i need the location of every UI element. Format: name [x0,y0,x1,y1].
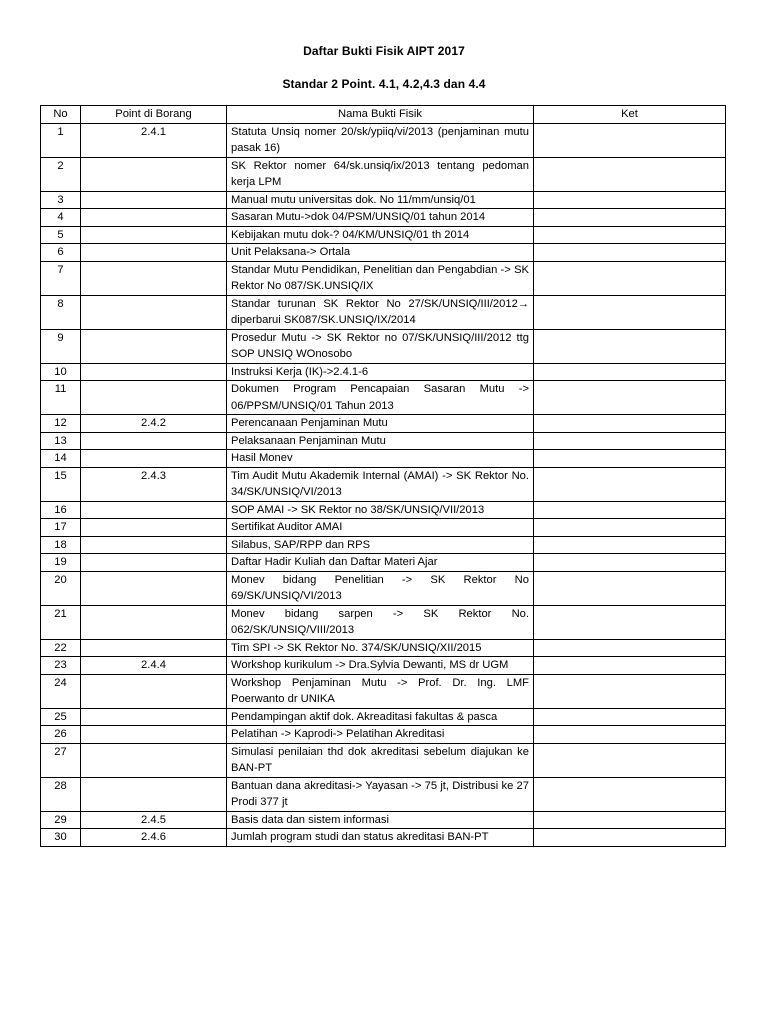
table-row [41,674,726,708]
ket-cell [534,363,726,381]
table-row [41,450,726,468]
table-row [41,123,726,157]
point-di-borang-cell [81,450,227,468]
header-row [41,106,726,124]
table-row [41,811,726,829]
ket-cell [534,157,726,191]
point-di-borang-cell: 2.4.3 [81,467,227,501]
nama-bukti-fisik-cell: Monev bidang Penelitian -> SK Rektor No 69/SK/UNSIQ/VI/2013 [227,571,534,605]
point-di-borang-cell: 2.4.1 [81,123,227,157]
ket-cell [534,467,726,501]
ket-cell [534,123,726,157]
row-number: 4 [41,209,81,227]
table-row [41,226,726,244]
ket-cell [534,191,726,209]
row-number: 9 [41,329,81,363]
point-di-borang-cell [81,432,227,450]
nama-bukti-fisik-cell: Instruksi Kerja (IK)->2.4.1-6 [227,363,534,381]
nama-bukti-fisik-cell: Standar turunan SK Rektor No 27/SK/UNSIQ/III/2012→ diperbarui SK087/SK.UNSIQ/IX/2014 [227,295,534,329]
ket-cell [534,777,726,811]
nama-bukti-fisik-cell: Pelatihan -> Kaprodi-> Pelatihan Akreditasi [227,726,534,744]
ket-cell [534,295,726,329]
table-row [41,829,726,847]
nama-bukti-fisik-cell: Bantuan dana akreditasi-> Yayasan -> 75 jt, Distribusi ke 27 Prodi 377 jt [227,777,534,811]
point-di-borang-cell: 2.4.6 [81,829,227,847]
ket-cell [534,726,726,744]
point-di-borang-cell [81,295,227,329]
table-row [41,708,726,726]
table-row [41,209,726,227]
row-number: 10 [41,363,81,381]
point-di-borang-cell [81,244,227,262]
ket-cell [534,674,726,708]
nama-bukti-fisik-cell: Statuta Unsiq nomer 20/sk/ypiiq/vi/2013 (penjaminan mutu pasak 16) [227,123,534,157]
row-number: 6 [41,244,81,262]
row-number: 30 [41,829,81,847]
row-number: 11 [41,381,81,415]
table-row [41,554,726,572]
table-row [41,157,726,191]
document-subtitle: Standar 2 Point. 4.1, 4.2,4.3 dan 4.4 [282,77,486,91]
ket-cell [534,226,726,244]
row-number: 7 [41,261,81,295]
nama-bukti-fisik-cell: Monev bidang sarpen -> SK Rektor No. 062/SK/UNSIQ/VIII/2013 [227,605,534,639]
row-number: 8 [41,295,81,329]
point-di-borang-cell [81,329,227,363]
nama-bukti-fisik-cell: SOP AMAI -> SK Rektor no 38/SK/UNSIQ/VII/2013 [227,501,534,519]
ket-cell [534,415,726,433]
point-di-borang-cell [81,226,227,244]
nama-bukti-fisik-cell: Tim Audit Mutu Akademik Internal (AMAI) -> SK Rektor No. 34/SK/UNSIQ/VI/2013 [227,467,534,501]
row-number: 5 [41,226,81,244]
point-di-borang-cell: 2.4.5 [81,811,227,829]
point-di-borang-cell [81,674,227,708]
nama-bukti-fisik-cell: Dokumen Program Pencapaian Sasaran Mutu -> 06/PPSM/UNSIQ/01 Tahun 2013 [227,381,534,415]
point-di-borang-cell [81,708,227,726]
table-row [41,191,726,209]
table-row [41,467,726,501]
table-row [41,432,726,450]
row-number: 25 [41,708,81,726]
ket-cell [534,554,726,572]
nama-bukti-fisik-cell: Simulasi penilaian thd dok akreditasi sebelum diajukan ke BAN-PT [227,743,534,777]
point-di-borang-cell: 2.4.4 [81,657,227,675]
table-row [41,657,726,675]
point-di-borang-cell [81,501,227,519]
ket-cell [534,536,726,554]
table-row [41,536,726,554]
row-number: 14 [41,450,81,468]
point-di-borang-cell [81,571,227,605]
ket-cell [534,639,726,657]
ket-cell [534,261,726,295]
point-di-borang-cell [81,536,227,554]
row-number: 13 [41,432,81,450]
nama-bukti-fisik-cell: Perencanaan Penjaminan Mutu [227,415,534,433]
point-di-borang-cell [81,777,227,811]
nama-bukti-fisik-cell: Pelaksanaan Penjaminan Mutu [227,432,534,450]
row-number: 1 [41,123,81,157]
row-number: 17 [41,519,81,537]
ket-cell [534,244,726,262]
ket-cell [534,743,726,777]
table-row [41,605,726,639]
nama-bukti-fisik-cell: Basis data dan sistem informasi [227,811,534,829]
row-number: 29 [41,811,81,829]
ket-cell [534,450,726,468]
table-row [41,639,726,657]
table-row [41,743,726,777]
row-number: 27 [41,743,81,777]
nama-bukti-fisik-cell: Sasaran Mutu->dok 04/PSM/UNSIQ/01 tahun 2014 [227,209,534,227]
nama-bukti-fisik-cell: Workshop kurikulum -> Dra.Sylvia Dewanti, MS dr UGM [227,657,534,675]
point-di-borang-cell [81,743,227,777]
row-number: 26 [41,726,81,744]
table-row [41,381,726,415]
point-di-borang-cell [81,639,227,657]
header-nama-bukti-fisik: Nama Bukti Fisik [227,106,534,124]
row-number: 3 [41,191,81,209]
table-row [41,777,726,811]
row-number: 20 [41,571,81,605]
ket-cell [534,829,726,847]
point-di-borang-cell [81,726,227,744]
header-ket: Ket [534,106,726,124]
table-row [41,501,726,519]
point-di-borang-cell: 2.4.2 [81,415,227,433]
table-row [41,363,726,381]
row-number: 28 [41,777,81,811]
ket-cell [534,501,726,519]
row-number: 24 [41,674,81,708]
table-row [41,519,726,537]
row-number: 2 [41,157,81,191]
ket-cell [534,571,726,605]
row-number: 21 [41,605,81,639]
row-number: 12 [41,415,81,433]
document-title: Daftar Bukti Fisik AIPT 2017 [303,44,465,58]
ket-cell [534,605,726,639]
nama-bukti-fisik-cell: Kebijakan mutu dok-? 04/KM/UNSIQ/01 th 2014 [227,226,534,244]
header-no: No [41,106,81,124]
bukti-fisik-table [40,105,726,847]
nama-bukti-fisik-cell: Pendampingan aktif dok. Akreaditasi fakultas & pasca [227,708,534,726]
row-number: 18 [41,536,81,554]
table-row [41,726,726,744]
nama-bukti-fisik-cell: Tim SPI -> SK Rektor No. 374/SK/UNSIQ/XII/2015 [227,639,534,657]
table-row [41,244,726,262]
point-di-borang-cell [81,261,227,295]
table-row [41,571,726,605]
point-di-borang-cell [81,157,227,191]
ket-cell [534,708,726,726]
point-di-borang-cell [81,191,227,209]
table-row [41,261,726,295]
ket-cell [534,381,726,415]
point-di-borang-cell [81,554,227,572]
point-di-borang-cell [81,519,227,537]
nama-bukti-fisik-cell: Prosedur Mutu -> SK Rektor no 07/SK/UNSIQ/III/2012 ttg SOP UNSIQ WOnosobo [227,329,534,363]
header-point-di-borang: Point di Borang [81,106,227,124]
row-number: 23 [41,657,81,675]
table-body [41,123,726,846]
nama-bukti-fisik-cell: Unit Pelaksana-> Ortala [227,244,534,262]
table-row [41,415,726,433]
table-row [41,295,726,329]
nama-bukti-fisik-cell: Sertifikat Auditor AMAI [227,519,534,537]
nama-bukti-fisik-cell: Silabus, SAP/RPP dan RPS [227,536,534,554]
ket-cell [534,329,726,363]
point-di-borang-cell [81,209,227,227]
row-number: 22 [41,639,81,657]
ket-cell [534,209,726,227]
point-di-borang-cell [81,381,227,415]
nama-bukti-fisik-cell: Standar Mutu Pendidikan, Penelitian dan Pengabdian -> SK Rektor No 087/SK.UNSIQ/IX [227,261,534,295]
nama-bukti-fisik-cell: Manual mutu universitas dok. No 11/mm/unsiq/01 [227,191,534,209]
nama-bukti-fisik-cell: SK Rektor nomer 64/sk.unsiq/ix/2013 tentang pedoman kerja LPM [227,157,534,191]
table-header [41,106,726,124]
nama-bukti-fisik-cell: Workshop Penjaminan Mutu -> Prof. Dr. Ing. LMF Poerwanto dr UNIKA [227,674,534,708]
ket-cell [534,519,726,537]
table-row [41,329,726,363]
nama-bukti-fisik-cell: Jumlah program studi dan status akreditasi BAN-PT [227,829,534,847]
nama-bukti-fisik-cell: Daftar Hadir Kuliah dan Daftar Materi Ajar [227,554,534,572]
row-number: 16 [41,501,81,519]
row-number: 15 [41,467,81,501]
point-di-borang-cell [81,363,227,381]
nama-bukti-fisik-cell: Hasil Monev [227,450,534,468]
point-di-borang-cell [81,605,227,639]
ket-cell [534,432,726,450]
ket-cell [534,657,726,675]
ket-cell [534,811,726,829]
row-number: 19 [41,554,81,572]
